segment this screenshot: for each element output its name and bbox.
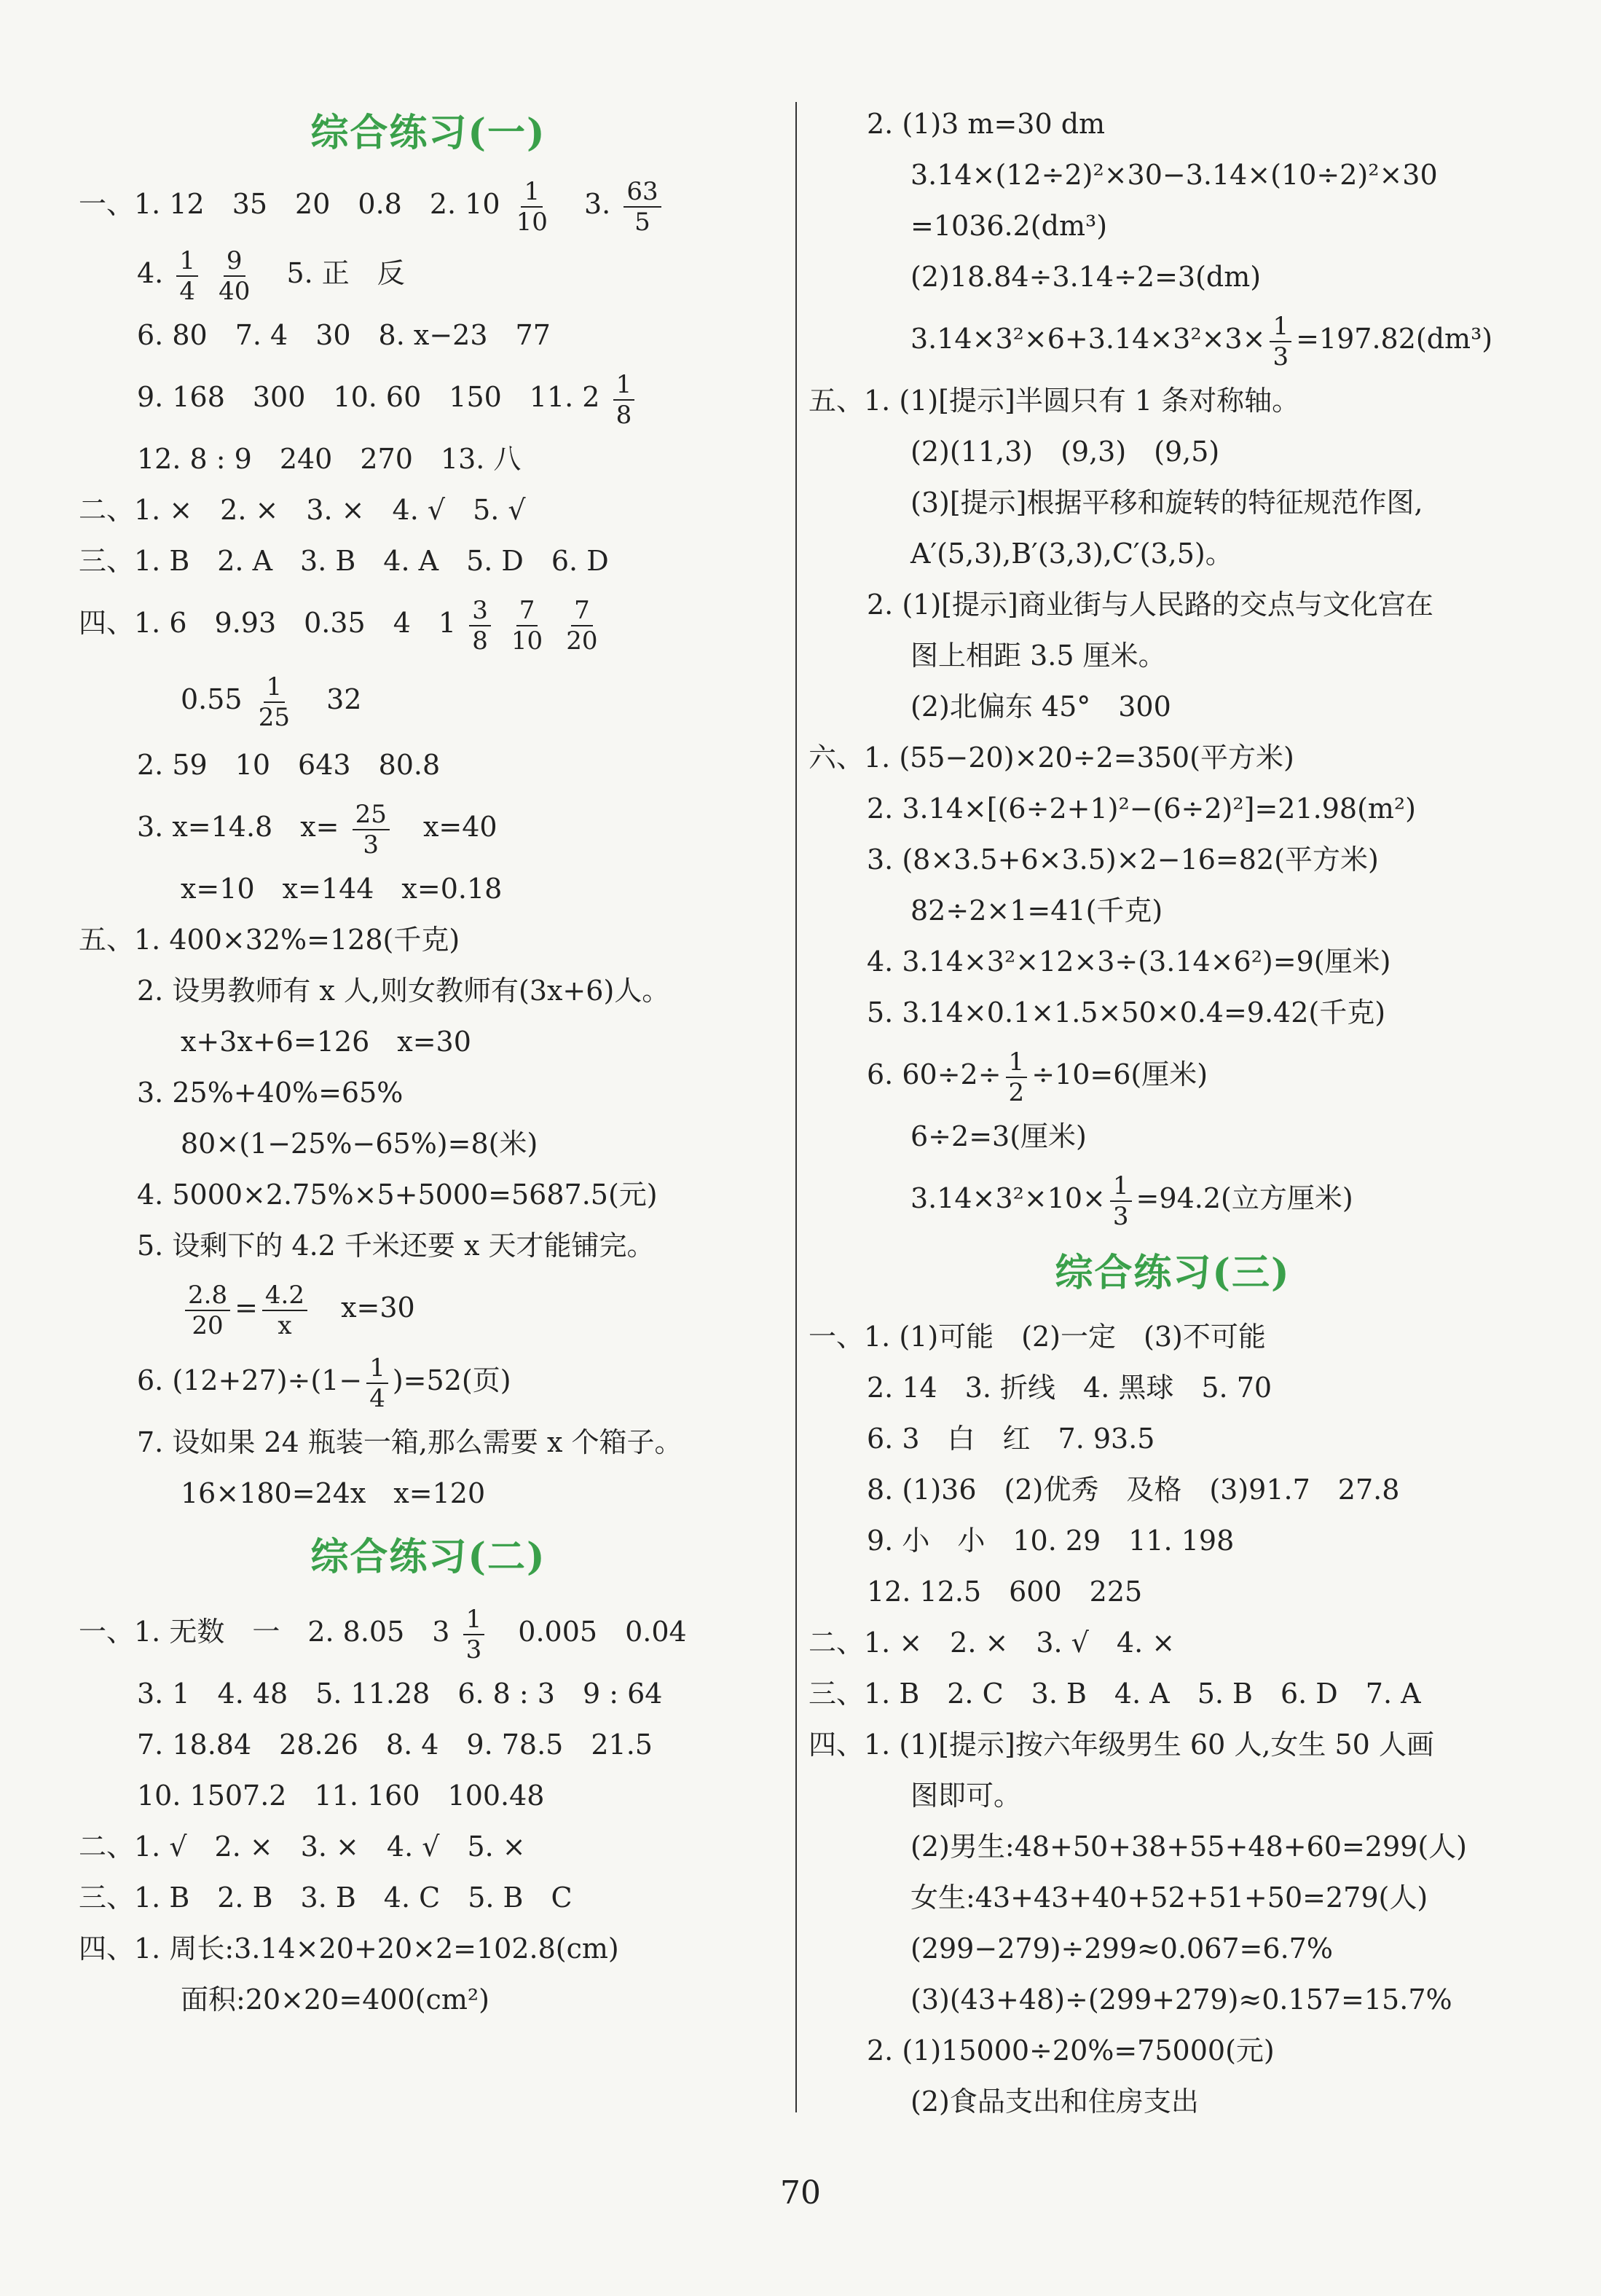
answer-line: (3)[提示]根据平移和旋转的特征规范作图, (910, 487, 1423, 519)
answer-line: 3. 1 4. 48 5. 11.28 6. 8 : 3 9 : 64 (137, 1678, 663, 1710)
answer-line: 2. 3.14×[(6÷2+1)²−(6÷2)²]=21.98(m²) (867, 793, 1416, 825)
answer-line: 0.55 $\frac{1}{25}$ 32 (181, 672, 362, 732)
answer-line: 2. (1)3 m=30 dm (867, 108, 1106, 140)
answer-line: 6. 60÷2÷ $\frac{1}{2}$ ÷10=6(厘米) (867, 1047, 1208, 1107)
answer-line: (299−279)÷299≈0.067=6.7% (910, 1933, 1333, 1965)
fraction: $\frac{4.2}{x}$ (262, 1281, 307, 1340)
answer-line: 7. 18.84 28.26 8. 4 9. 78.5 21.5 (137, 1729, 653, 1761)
answer-line: 图上相距 3.5 厘米。 (910, 640, 1166, 672)
answer-line: (2)北偏东 45° 300 (910, 691, 1171, 723)
answer-line: (2)(11,3) (9,3) (9,5) (910, 436, 1220, 468)
answer-line: 二、1. × 2. × 3. √ 4. × (809, 1627, 1176, 1659)
right-column (809, 98, 1537, 2127)
answer-line: (2)食品支出和住房支出 (910, 2085, 1199, 2118)
fraction: $\frac{2.8}{20}$ (185, 1281, 230, 1340)
fraction: $\frac{1}{3}$ (1110, 1171, 1132, 1231)
answer-line: 6. (12+27)÷(1− $\frac{1}{4}$ )=52(页) (137, 1353, 511, 1413)
answer-line: 8. (1)36 (2)优秀 及格 (3)91.7 27.8 (867, 1474, 1400, 1506)
answer-line: 9. 168 300 10. 60 150 11. 2 $\frac{1}{8}$ (79, 361, 778, 433)
answer-line: 5. 设剩下的 4.2 千米还要 x 天才能铺完。 (137, 1230, 655, 1262)
answer-line: 6. 80 7. 4 30 8. x−23 77 (137, 319, 551, 351)
answer-line: 3.14×3²×6+3.14×3²×3× $\frac{1}{3}$ =197.82(dm³) (910, 311, 1493, 371)
fraction: $\frac{63}{5}$ (624, 177, 661, 237)
answer-line: 12. 12.5 600 225 (867, 1576, 1143, 1608)
answer-line: A′(5,3),B′(3,3),C′(3,5)。 (910, 538, 1233, 570)
answer-line: 16×180=24x x=120 (181, 1477, 486, 1509)
answer-line: (3)(43+48)÷(299+279)≈0.157=15.7% (910, 1984, 1452, 2016)
answer-line: 五、1. 400×32%=128(千克) (79, 924, 460, 956)
answer-line: x+3x+6=126 x=30 (181, 1026, 471, 1058)
answer-line: 80×(1−25%−65%)=8(米) (181, 1128, 538, 1160)
answer-line: (2)男生:48+50+38+55+48+60=299(人) (910, 1831, 1467, 1863)
answer-line: 5. 3.14×0.1×1.5×50×0.4=9.42(千克) (867, 996, 1386, 1029)
section-title: 综合练习(一) (310, 111, 546, 155)
answer-line: 三、1. B 2. B 3. B 4. C 5. B C (79, 1882, 573, 1914)
answer-line: 四、1. 6 9.93 0.35 4 1 $\frac{3}{8}$ $\frac{7}{10}$ $\frac{7}{20}$ (79, 586, 778, 659)
answer-line: 六、1. (55−20)×20÷2=350(平方米) (809, 742, 1294, 774)
fraction: $\frac{1}{2}$ (1006, 1047, 1028, 1107)
fraction: $\frac{1}{8}$ (613, 370, 635, 430)
section-title: 综合练习(二) (310, 1535, 546, 1579)
fraction: $\frac{7}{20}$ (566, 595, 598, 656)
column-divider (795, 102, 797, 2112)
answer-line: x=10 x=144 x=0.18 (181, 873, 503, 905)
fraction: $\frac{1}{10}$ (516, 176, 548, 237)
answer-line: 6. 3 白 红 7. 93.5 (867, 1423, 1155, 1455)
answer-line: 二、1. × 2. × 3. × 4. √ 5. √ (79, 494, 526, 526)
answer-line: 4. 3.14×3²×12×3÷(3.14×6²)=9(厘米) (867, 945, 1391, 978)
page-number: 70 (780, 2174, 821, 2212)
answer-line: 三、1. B 2. A 3. B 4. A 5. D 6. D (79, 545, 609, 577)
fraction: $\frac{1}{3}$ (1270, 312, 1291, 371)
answer-line: 4. 5000×2.75%×5+5000=5687.5(元) (137, 1179, 658, 1211)
fraction: $\frac{25}{3}$ (353, 800, 390, 860)
answer-line: 2. 14 3. 折线 4. 黑球 5. 70 (867, 1372, 1272, 1404)
answer-line: 图即可。 (910, 1780, 1022, 1812)
answer-line: 10. 1507.2 11. 160 100.48 (137, 1780, 545, 1812)
answer-line: 一、1. (1)可能 (2)一定 (3)不可能 (809, 1321, 1266, 1353)
answer-line: 3.14×(12÷2)²×30−3.14×(10÷2)²×30 (910, 159, 1438, 191)
answer-line: 12. 8 : 9 240 270 13. 八 (137, 443, 522, 475)
fraction: $\frac{3}{8}$ (469, 596, 491, 656)
answer-line: $\frac{2.8}{20}$ = $\frac{4.2}{x}$ x=30 (79, 1271, 778, 1344)
fraction: $\frac{7}{10}$ (511, 595, 543, 656)
fraction: $\frac{1}{3}$ (463, 1605, 485, 1664)
answer-line: 7. 设如果 24 瓶装一箱,那么需要 x 个箱子。 (137, 1426, 683, 1458)
answer-line: 二、1. √ 2. × 3. × 4. √ 5. × (79, 1831, 526, 1863)
answer-line: 4. $\frac{1}{4}$ $\frac{9}{40}$ 5. 正 反 (137, 245, 405, 306)
answer-line: 82÷2×1=41(千克) (910, 895, 1163, 927)
fraction: $\frac{1}{4}$ (176, 246, 198, 306)
answer-line: (2)18.84÷3.14÷2=3(dm) (910, 261, 1262, 293)
answer-line: 3.14×3²×10× $\frac{1}{3}$ =94.2(立方厘米) (910, 1171, 1353, 1231)
answer-line: 四、1. 周长:3.14×20+20×2=102.8(cm) (79, 1933, 619, 1965)
answer-line: 五、1. (1)[提示]半圆只有 1 条对称轴。 (809, 385, 1300, 417)
fraction: $\frac{9}{40}$ (219, 245, 251, 306)
answer-line: 3. 25%+40%=65% (137, 1077, 404, 1109)
fraction: $\frac{1}{4}$ (366, 1353, 388, 1413)
answer-line: 2. 设男教师有 x 人,则女教师有(3x+6)人。 (137, 975, 670, 1007)
answer-line: 6÷2=3(厘米) (910, 1120, 1087, 1152)
answer-line: 3. x=14.8 x= $\frac{25}{3}$ x=40 (137, 799, 497, 860)
answer-line: 9. 小 小 10. 29 11. 198 (867, 1525, 1235, 1557)
section-title: 综合练习(三) (1055, 1251, 1291, 1295)
answer-line: 三、1. B 2. C 3. B 4. A 5. B 6. D 7. A (809, 1678, 1421, 1710)
answer-line: 一、1. 无数 一 2. 8.05 3 $\frac{1}{3}$ 0.005 0.04 (79, 1604, 687, 1664)
answer-line: 3. (8×3.5+6×3.5)×2−16=82(平方米) (867, 844, 1379, 876)
answer-line: 2. (1)[提示]商业街与人民路的交点与文化宫在 (867, 589, 1433, 621)
answer-line: 四、1. (1)[提示]按六年级男生 60 人,女生 50 人画 (809, 1729, 1434, 1761)
answer-line: =1036.2(dm³) (910, 210, 1108, 242)
answer-line: 女生:43+43+40+52+51+50=279(人) (910, 1882, 1428, 1914)
answer-line: 一、1. 12 35 20 0.8 2. 10 $\frac{1}{10}$ 3. $\frac{63}{5}$ (79, 171, 778, 237)
answer-line: 面积:20×20=400(cm²) (181, 1984, 489, 2016)
answer-line: 2. 59 10 643 80.8 (137, 749, 441, 781)
left-column (79, 95, 778, 2025)
answer-line: 2. (1)15000÷20%=75000(元) (867, 2034, 1275, 2067)
fraction: $\frac{1}{25}$ (258, 672, 290, 732)
